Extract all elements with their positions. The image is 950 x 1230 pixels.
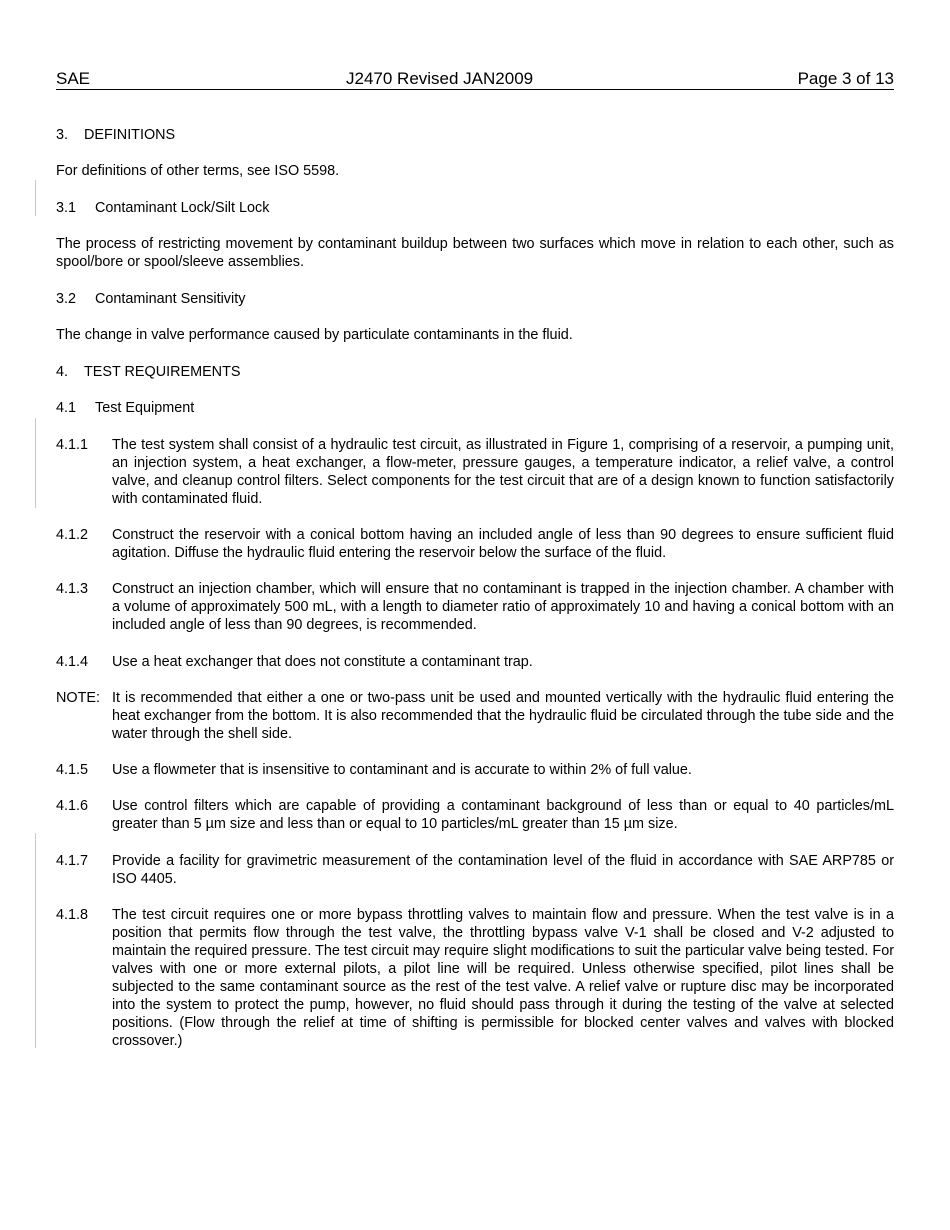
clause-text: The test system shall consist of a hydraulic test circuit, as illustrated in Figure 1, comprising of a reservoir, a pumping unit, an injection system, a heat exchanger, a flow-meter, pressure gauges, a temperature indicator, a relief valve, a control valve, and cleanup control filters. Select components for the test circuit that are of a design known to function satisfactorily with contaminated fluid. bbox=[112, 437, 894, 507]
section-title: Test Equipment bbox=[95, 400, 195, 416]
section-number: 3. bbox=[56, 127, 69, 143]
clause-4-1-3 bbox=[56, 580, 894, 634]
section-title: DEFINITIONS bbox=[84, 127, 176, 143]
section-number: 3.2 bbox=[56, 291, 77, 307]
clause-number: 4.1.4 bbox=[56, 654, 89, 670]
clause-text: Use control filters which are capable of providing a contaminant background of less than or equal to 40 particles/mL greater than 5 µm size and less than or equal to 10 particles/mL greater than 15 µm size. bbox=[112, 798, 894, 832]
note-label: NOTE: bbox=[56, 690, 100, 706]
clause-4-1-4 bbox=[56, 653, 894, 671]
note bbox=[56, 689, 894, 743]
clause-4-1-6 bbox=[56, 797, 894, 833]
change-bar bbox=[35, 180, 36, 216]
section-title: Contaminant Sensitivity bbox=[95, 291, 246, 307]
header-page-number: Page 3 of 13 bbox=[797, 69, 894, 88]
clause-text: Use a heat exchanger that does not constitute a contaminant trap. bbox=[112, 654, 533, 670]
section-title: Contaminant Lock/Silt Lock bbox=[95, 200, 270, 216]
paragraph: For definitions of other terms, see ISO 5598. bbox=[56, 163, 340, 179]
section-3-2-heading bbox=[56, 290, 894, 308]
clause-number: 4.1.6 bbox=[56, 798, 89, 814]
clause-text: The test circuit requires one or more bypass throttling valves to maintain flow and pressure. When the test valve is in a position that permits flow through the test valve, the throttling bypass valve V-1 shall be closed and V-2 adjusted to maintain the required pressure. The test circuit may require slight modifications to suit the particular valve being tested. For valves with one or more external pilots, a pilot line will be required. Unless otherwise specified, pilot lines shall be subjected to the same contaminant source as the rest of the test valve. A relief valve or rupture disc may be incorporated into the system to protect the pump, however, no fluid should pass through it during the testing of the valve at selected positions. (Flow through the relief at time of shifting is permissible for blocked center valves and valves with blocked crossover.) bbox=[112, 907, 894, 1049]
note-text: It is recommended that either a one or two-pass unit be used and mounted vertically with the hydraulic fluid entering the heat exchanger from the bottom. It is also recommended that the hydraulic fluid be circulated through the tube side and the water through the shell side. bbox=[112, 690, 894, 742]
clause-number: 4.1.3 bbox=[56, 581, 89, 597]
clause-text: Construct an injection chamber, which will ensure that no contaminant is trapped in the injection chamber. A chamber with a volume of approximately 500 mL, with a length to diameter ratio of approximately 10 and having a conical bottom with an included angle of less than 90 degrees, is recommended. bbox=[112, 581, 894, 633]
section-number: 4.1 bbox=[56, 400, 77, 416]
paragraph: The change in valve performance caused by particulate contaminants in the fluid. bbox=[56, 327, 573, 343]
clause-number: 4.1.8 bbox=[56, 907, 89, 923]
clause-4-1-8 bbox=[56, 906, 894, 1050]
clause-number: 4.1.2 bbox=[56, 527, 89, 543]
clause-text: Construct the reservoir with a conical bottom having an included angle of less than 90 degrees to ensure sufficient fluid agitation. Diffuse the hydraulic fluid entering the reservoir below the surface of the fluid. bbox=[112, 527, 894, 561]
section-4-1-heading bbox=[56, 399, 894, 417]
section-title: TEST REQUIREMENTS bbox=[84, 364, 241, 380]
clause-4-1-2 bbox=[56, 526, 894, 562]
change-bar bbox=[35, 418, 36, 508]
section-number: 4. bbox=[56, 364, 69, 380]
clause-4-1-1 bbox=[56, 436, 894, 508]
header-org: SAE bbox=[56, 69, 91, 88]
section-3-1-heading bbox=[56, 199, 894, 217]
clause-4-1-5 bbox=[56, 761, 894, 779]
clause-number: 4.1.5 bbox=[56, 762, 89, 778]
section-number: 3.1 bbox=[56, 200, 77, 216]
section-3-heading bbox=[56, 126, 894, 144]
clause-number: 4.1.7 bbox=[56, 853, 89, 869]
clause-text: Use a flowmeter that is insensitive to contaminant and is accurate to within 2% of full value. bbox=[112, 762, 692, 778]
clause-number: 4.1.1 bbox=[56, 437, 89, 453]
section-4-heading bbox=[56, 363, 894, 381]
change-bar bbox=[35, 833, 36, 1048]
paragraph: The process of restricting movement by contaminant buildup between two surfaces which move in relation to each other, such as spool/bore or spool/sleeve assemblies. bbox=[56, 236, 894, 270]
page-header bbox=[56, 69, 894, 90]
header-doc-id: J2470 Revised JAN2009 bbox=[346, 69, 534, 88]
clause-4-1-7 bbox=[56, 852, 894, 888]
clause-text: Provide a facility for gravimetric measurement of the contamination level of the fluid in accordance with SAE ARP785 or ISO 4405. bbox=[112, 853, 894, 887]
